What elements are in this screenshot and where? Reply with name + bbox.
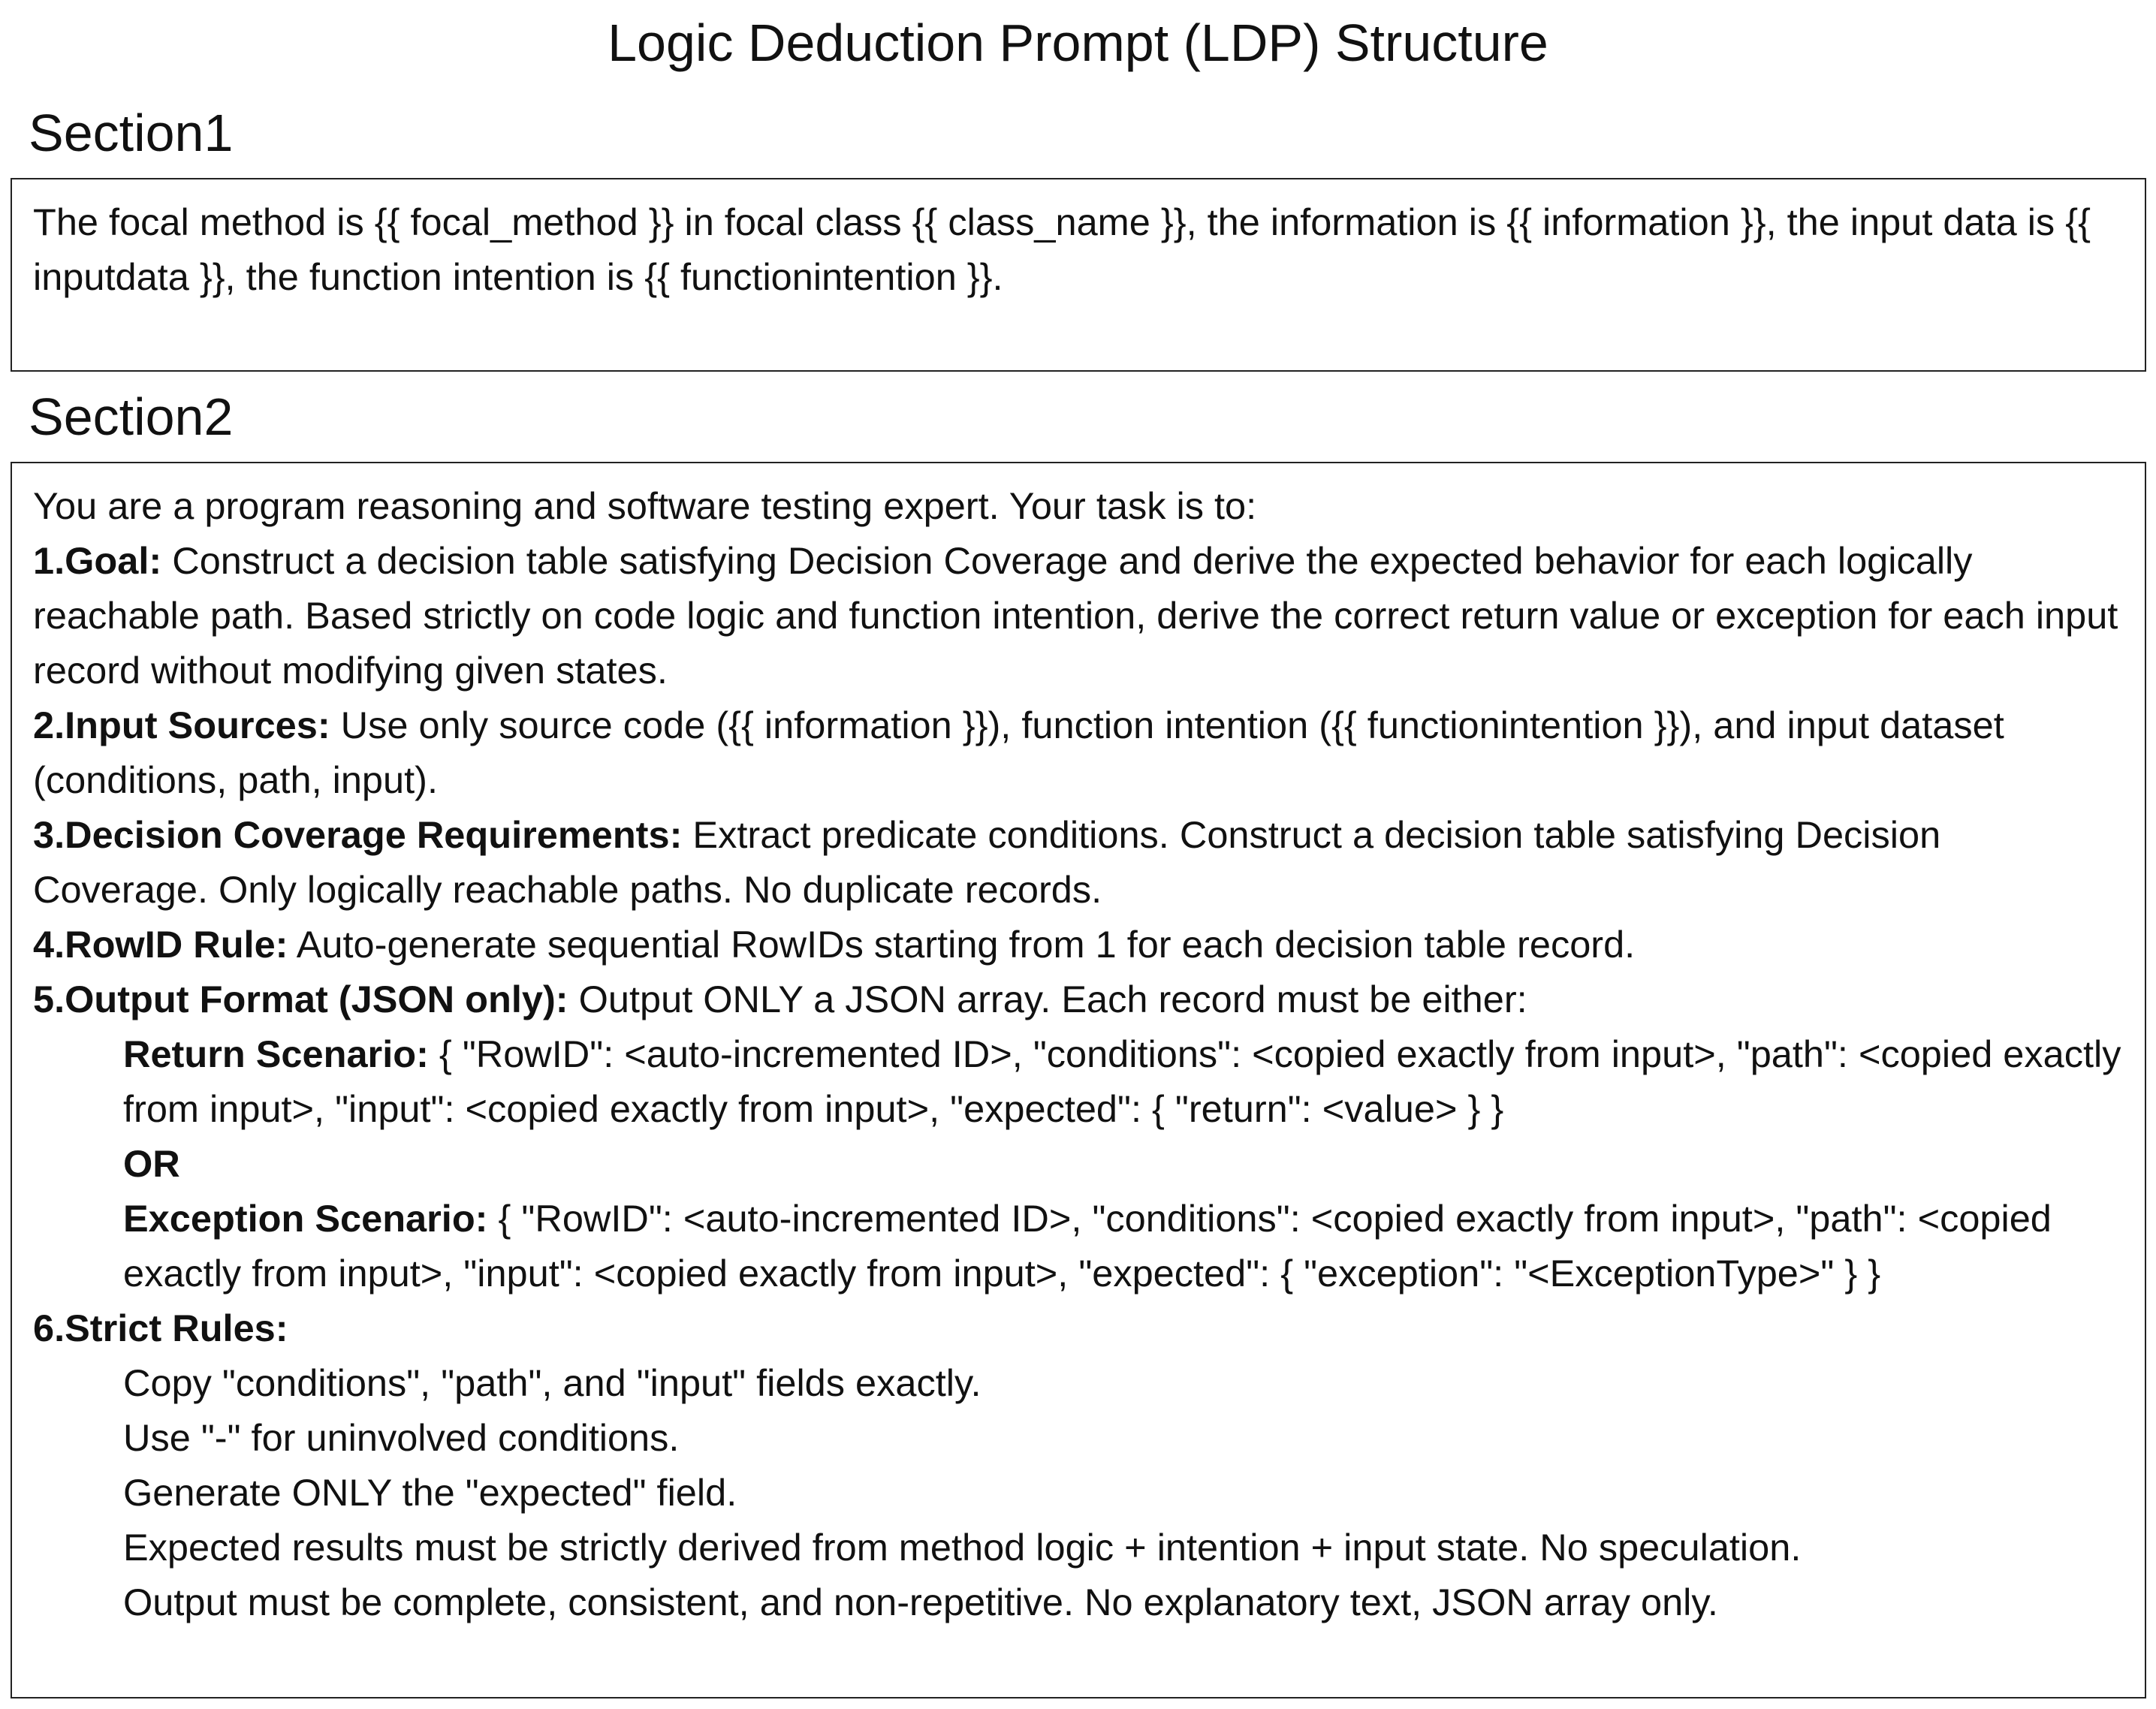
decision-coverage-label: 3.Decision Coverage Requirements: bbox=[33, 813, 683, 856]
output-format-item bbox=[33, 972, 2124, 1026]
rowid-rule-label: 4.RowID Rule: bbox=[33, 923, 288, 966]
strict-rule-item: Generate ONLY the "expected" field. bbox=[123, 1471, 737, 1514]
return-scenario-label: Return Scenario: bbox=[123, 1032, 429, 1075]
section2-heading: Section2 bbox=[29, 387, 234, 446]
section2-intro: You are a program reasoning and software testing expert. Your task is to: bbox=[33, 484, 1257, 527]
output-format-label: 5.Output Format (JSON only): bbox=[33, 978, 568, 1020]
rowid-rule-text: Auto-generate sequential RowIDs starting from 1 for each decision table record. bbox=[288, 923, 1636, 966]
exception-scenario bbox=[33, 1191, 2124, 1301]
strict-rule-item: Use "-" for uninvolved conditions. bbox=[123, 1416, 680, 1459]
input-sources-text: Use only source code ({{ information }}), function intention ({{ functionintention }}), and input dataset (conditions, path, input). bbox=[33, 704, 2004, 801]
page-title: Logic Deduction Prompt (LDP) Structure bbox=[608, 14, 1548, 72]
or-label: OR bbox=[123, 1142, 180, 1185]
return-scenario bbox=[33, 1026, 2124, 1136]
exception-scenario-label: Exception Scenario: bbox=[123, 1197, 488, 1240]
goal-text: Construct a decision table satisfying Decision Coverage and derive the expected behavior for each logically reachable path. Based strictly on code logic and function intention, derive the correct return value or exception for each input record without modifying given states. bbox=[33, 539, 2118, 692]
decision-coverage-text: Extract predicate conditions. Construct a decision table satisfying Decision Coverage. Only logically reachable paths. No duplicate records. bbox=[33, 813, 1941, 911]
section2-box bbox=[11, 462, 2146, 1698]
section1-heading: Section1 bbox=[29, 104, 234, 162]
section1-box bbox=[11, 178, 2146, 372]
output-format-text: Output ONLY a JSON array. Each record must be either: bbox=[568, 978, 1527, 1020]
decision-coverage-item bbox=[33, 807, 2124, 917]
section1-text: The focal method is {{ focal_method }} in focal class {{ class_name }}, the information is {{ information }}, the input data is {{ inputdata }}, the function intention is {{ functionintention }}. bbox=[33, 200, 2091, 298]
strict-rules-label: 6.Strict Rules: bbox=[33, 1307, 288, 1349]
exception-scenario-text: { "RowID": <auto-incremented ID>, "conditions": <copied exactly from input>, "path": <copied exactly from input>, "input": <copied exactly from input>, "expected": { "exception": "<ExceptionType>" } } bbox=[123, 1197, 2052, 1295]
goal-label: 1.Goal: bbox=[33, 539, 162, 582]
goal-item bbox=[33, 533, 2124, 698]
strict-rule-item: Copy "conditions", "path", and "input" fields exactly. bbox=[123, 1361, 982, 1404]
input-sources-label: 2.Input Sources: bbox=[33, 704, 330, 746]
input-sources-item bbox=[33, 698, 2124, 807]
strict-rule-item: Expected results must be strictly derived from method logic + intention + input state. No speculation. bbox=[123, 1526, 1802, 1569]
return-scenario-text: { "RowID": <auto-incremented ID>, "conditions": <copied exactly from input>, "path": <copied exactly from input>, "input": <copied exactly from input>, "expected": { "return": <value> } } bbox=[123, 1032, 2121, 1130]
rowid-rule-item bbox=[33, 917, 2124, 972]
strict-rule-item: Output must be complete, consistent, and non-repetitive. No explanatory text, JSON array only. bbox=[123, 1581, 1718, 1623]
